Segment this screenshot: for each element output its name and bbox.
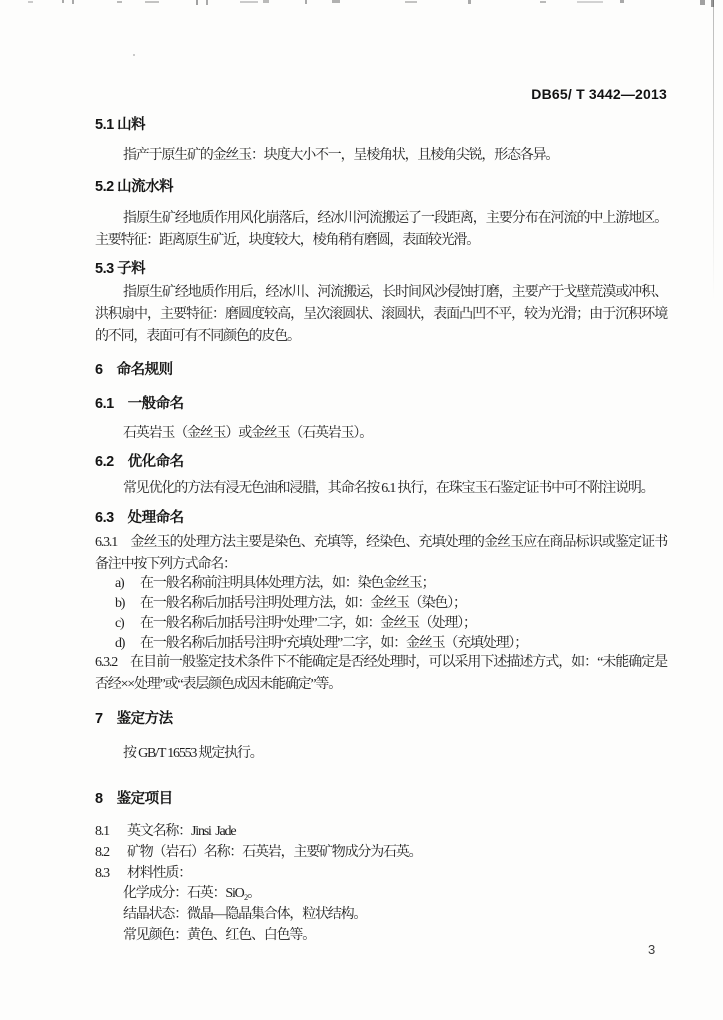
list-item-a	[95, 574, 434, 594]
section-5-2-paragraph: 指原生矿经地质作用风化崩落后，经冰川河流搬运了一段距离，主要分布在河流的中上游地区。主要特征：距离原生矿近，块度较大，棱角稍有磨圆，表面较光滑。	[95, 211, 667, 248]
section-5-2-heading: 5.2 山流水料	[95, 179, 174, 195]
scan-speck	[540, 1, 546, 3]
section-7-paragraph: 按 GB/T 16553 规定执行。	[123, 746, 263, 761]
clause-number: 8.2	[95, 845, 109, 860]
section-6-3-heading: 6.3 处理命名	[95, 510, 184, 526]
scan-speck	[145, 1, 159, 3]
scan-speck	[620, 0, 624, 3]
material-property-crystal: 结晶状态：微晶—隐晶集合体，粒状结构。	[123, 907, 367, 922]
standard-code: DB65/ T 3442—2013	[531, 86, 667, 102]
material-property-color: 常见颜色：黄色、红色、白色等。	[123, 928, 315, 943]
scan-artifact-right-edge	[713, 0, 714, 300]
clause-text: 材料性质：	[127, 866, 191, 881]
list-item-b	[95, 594, 466, 614]
scan-speck	[468, 0, 471, 4]
list-item-marker: d)	[115, 636, 125, 651]
clause-text: 矿物（岩石）名称：石英岩，主要矿物成分为石英。	[127, 845, 422, 860]
clause-8-1	[95, 821, 235, 842]
clause-text: 英文名称：Jinsi Jade	[127, 824, 236, 839]
section-5-1-paragraph: 指产于原生矿的金丝玉：块度大小不一，呈棱角状，且棱角尖锐，形态各异。	[123, 148, 559, 163]
scan-speck	[263, 0, 269, 3]
list-item-text: 在一般名称后加括号注明“处理”二字，如：金丝玉（处理）；	[140, 616, 476, 631]
section-5-3-paragraph: 指原生矿经地质作用后，经冰川、河流搬运，长时间风沙侵蚀打磨，主要产于戈壁荒漠或冲积、洪积扇中，主要特征：磨圆度较高，呈次滚圆状、滚圆状，表面凸凹不平，较为光滑；由于沉积环境的不同，表面可有不同颜色的皮色。	[95, 285, 667, 344]
clause-number: 8.1	[95, 824, 109, 839]
scan-speck	[196, 0, 198, 5]
scan-speck	[305, 0, 307, 4]
section-6-1-paragraph: 石英岩玉（金丝玉）或金丝玉（石英岩玉）。	[123, 426, 372, 441]
list-item-d	[95, 634, 527, 654]
scan-speck	[332, 0, 340, 3]
list-item-text: 在一般名称后加括号注明处理方法，如：金丝玉（染色）；	[140, 596, 466, 611]
page-number: 3	[648, 942, 656, 957]
list-item-marker: b)	[115, 596, 125, 611]
section-6-heading: 6 命名规则	[95, 362, 173, 378]
list-item-marker: c)	[115, 616, 124, 631]
section-5-1-heading: 5.1 山料	[95, 117, 146, 133]
scan-speck	[577, 1, 603, 3]
scan-speck	[117, 1, 122, 3]
list-item-text: 在一般名称后加括号注明“充填处理”二字，如：金丝玉（充填处理）；	[140, 636, 528, 651]
clause-6-3-1-paragraph: 6.3.1 金丝玉的处理方法主要是染色、充填等，经染色、充填处理的金丝玉应在商品标识或鉴定证书备注中按下列方式命名：	[95, 535, 667, 572]
clause-6-3-2-paragraph: 6.3.2 在目前一般鉴定技术条件下不能确定是否经处理时，可以采用下述描述方式，如：“未能确定是否经××处理”或“表层颜色成因未能确定”等。	[95, 655, 667, 692]
material-property-chemical: 化学成分：石英：SiO₂。	[123, 886, 261, 901]
scan-speck	[240, 1, 258, 3]
clause-number: 8.3	[95, 866, 109, 881]
list-item-text: 在一般名称前注明具体处理方法，如：染色金丝玉；	[140, 576, 435, 591]
list-item-c	[95, 614, 476, 634]
scan-speck	[62, 0, 64, 3]
scan-speck	[72, 0, 74, 4]
scan-speck	[405, 1, 417, 3]
section-8-heading: 8 鉴定项目	[95, 791, 173, 807]
section-7-heading: 7 鉴定方法	[95, 711, 173, 727]
scan-speck	[206, 0, 208, 5]
clause-8-3	[95, 863, 191, 884]
scan-speck	[700, 0, 705, 5]
clause-8-2	[95, 842, 421, 863]
section-6-2-heading: 6.2 优化命名	[95, 454, 184, 470]
list-item-marker: a)	[115, 576, 124, 591]
scan-speck	[133, 54, 135, 56]
section-6-1-heading: 6.1 一般命名	[95, 396, 184, 412]
scan-speck	[28, 1, 33, 3]
section-6-2-paragraph: 常见优化的方法有浸无色油和浸腊，其命名按 6.1 执行，在珠宝玉石鉴定证书中可不附注说明。	[123, 481, 654, 496]
section-5-3-heading: 5.3 子料	[95, 261, 146, 277]
